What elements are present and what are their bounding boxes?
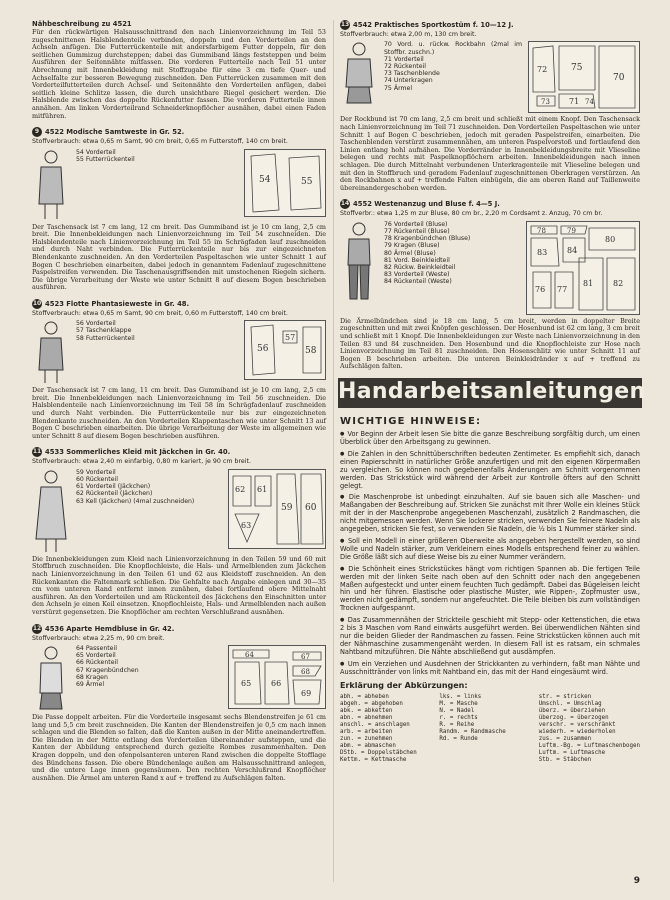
abbreviation-item: Randm. = Randmasche bbox=[439, 729, 506, 736]
pattern-number: 64 bbox=[245, 651, 254, 659]
part-item: 56 Vorderteil bbox=[76, 320, 116, 328]
model-illustration bbox=[32, 469, 70, 553]
part-item: 83 Vorderteil (Weste) bbox=[384, 271, 450, 279]
pattern-number: 78 bbox=[537, 226, 546, 235]
abbreviation-item: abm. = abmaschen bbox=[340, 743, 396, 750]
fabric-usage: Stoffverbrauch: etwa 2,40 m einfarbig, 0,80 m kariert, je 90 cm breit. bbox=[32, 458, 251, 466]
abbreviation-item: str. = stricken bbox=[538, 694, 592, 701]
pattern-number: 73 bbox=[541, 98, 550, 107]
pattern-number: 69 bbox=[301, 689, 312, 698]
note-item: ● Vor Beginn der Arbeit lesen Sie bitte die ganze Beschreibung sorgfältig durch, um einen Überblick über den Arbeitsgang zu gewinnen. bbox=[340, 431, 640, 447]
part-item: 55 Futterrückenteil bbox=[76, 155, 135, 163]
pattern-number: 61 bbox=[257, 484, 268, 494]
fabric-usage: Stoffverbrauch: etwa 2,25 m, 90 cm breit. bbox=[32, 634, 165, 642]
pattern-sketch bbox=[244, 320, 326, 380]
part-item: 65 Vorderteil bbox=[76, 652, 116, 660]
pattern-number: 55 bbox=[301, 176, 313, 187]
pattern-number: 80 bbox=[605, 234, 616, 244]
pattern-number: 68 bbox=[301, 668, 310, 676]
abbreviation-item: abn. = abnehmen bbox=[340, 715, 393, 722]
note-item: ● Die Zahlen in den Schnittüberschriften bedeuten Zentimeter. Es empfiehlt sich, danach einen Papierschnitt in natürlicher Größe anzufertigen und mit den eigenen Körpermaßen zu vergleichen. So können noch gegebenenfalls Änderungen am Schnitt vorgenommen werden. Das Strickstück wird während der Arbeit zur Kontrolle öfters auf den Schnitt gelegt. bbox=[340, 451, 640, 491]
note-item: ● Um ein Verziehen und Ausdehnen der Strickkanten zu verhindern, faßt man Nähte und Ausschnittränder von links mit Nahtband ein, das mit der Hand eingesäumt wird. bbox=[340, 661, 640, 677]
part-item: 61 Vorderteil (Jäckchen) bbox=[76, 483, 151, 491]
section-title: Nähbeschreibung zu 4521 bbox=[32, 20, 132, 28]
pattern-number: 79 bbox=[567, 226, 576, 235]
column-divider bbox=[333, 20, 334, 882]
abbreviation-item: Luftm. = Luftmasche bbox=[538, 750, 606, 757]
section-body: Der Taschensack ist 7 cm lang, 11 cm breit. Das Gummiband ist je 10 cm lang, 2,5 cm breit. Die Innenbekleidungen nach Linienvorzeichnung im Teil 56 zuschneiden. Die Halsblendenteile nach Linienvorzeichnung im Teil 58 im Schrägfadenlauf zuschneiden und durch Naht verbinden. Die Futterrückenteile nur bis zur eingezeichneten Blendenkante zuschneiden. An den Vorderteilen Klappentaschen wie unter Schnitt 13 auf Bogen C beschrieben einarbeiten. Die übrige Verarbeitung der Weste im allgemeinen wie unter Schnitt 8 auf diesem Bogen beschrieben ausführen. bbox=[32, 386, 326, 440]
section-12 bbox=[32, 624, 326, 783]
pattern-number: 70 bbox=[613, 73, 625, 84]
abbreviation-item: überz. = überziehen bbox=[538, 708, 606, 715]
note-item: ● Die Schönheit eines Strickstückes hängt vom richtigen Spannen ab. Die fertigen Teile werden mit der linken Seite nach oben auf den Schnitt oder nach den angegebenen Maßen aufgesteckt und unter einem feuchten Tuch gedämpft. Dabei das Bügeleisen leicht hin und her führen. Elastische oder plastische Muster, wie Rippen-, Zopfmuster usw., werden nicht gedämpft, sondern nur angefeuchtet. Die Teile bleiben bis zum vollständigen Trocknen aufgespannt. bbox=[340, 566, 640, 613]
pattern-number: 81 bbox=[583, 278, 594, 288]
section-body: Der Taschensack ist 7 cm lang, 12 cm breit. Das Gummiband ist je 10 cm lang, 2,5 cm breit. Die Innenbekleidungen nach Linienvorzeichnung im Teil 54 zuschneiden. Die Halsblendenteile nach Linienvorzeichnung im Teil 55 im Schrägfaden lauf zuschneiden und durch Naht verbinden. Die Futterrückenteile nur bis zur eingezeichneten Blendenkante zuschneiden. An den Vorderteilen Paspeltaschen wie unter Schnitt 1 auf Bogen C beschrieben einarbeiten, dabei jedoch in genanntem Fadenlauf zugeschnittene Paspelstreifen verwenden. Die Taschenausgriffsenden mit umstochenen Riegeln sichern. Die übrige Verarbeitung der Weste wie unter Schnitt 8 auf diesem Bogen beschrieben ausführen. bbox=[32, 222, 326, 292]
pattern-number: 56 bbox=[257, 344, 269, 355]
part-item: 71 Vorderteil bbox=[384, 55, 424, 63]
pattern-number: 57 bbox=[285, 333, 296, 343]
section-body: Die Innenbekleidungen zum Kleid nach Linienvorzeichnung in den Teilen 59 und 60 mit Stoffbruch zuschneiden. Die Knopflochleiste, die Hals- und Armelblenden zum Jäckchen nach Linienvorzeichnung in den Teilen 61 und 62 aus Kleidstoff zuschneiden. An den Rückenkanten die Faltenmark schließen. Die Gehfalte nach Angabe einlegen und 30—35 cm vom unteren Rand entfernt innen zunähen, dabei fortlaufend obere Mittelnaht ausführen. An den Vorderteilen und am Rückenteil des Jäckchens den Einschnitten unter den Achseln je einen Keil einsetzen. Knopflochleiste, Hals- und Armelblenden nach außen verstürzt gegensetzen. Die Knopflöcher am rechten Verschlußrand ausnähen. bbox=[32, 554, 326, 616]
part-item: 58 Futterrückenteil bbox=[76, 334, 135, 342]
abbreviation-item bbox=[439, 750, 532, 757]
note-item: ● Soll ein Modell in einer größeren Oberweite als angegeben hergestellt werden, so sind Wolle und Nadeln stärker, zum Verkleinern eines Modells entsprechend feiner zu wählen. Die Größe läßt sich auf diese Weise bis zu einer Nummer verändern. bbox=[340, 538, 640, 562]
pattern-number: 77 bbox=[557, 284, 568, 294]
number-badge: 11 bbox=[32, 448, 42, 456]
part-item: 72 Rückenteil bbox=[384, 63, 426, 71]
fabric-usage: Stoffverbrauch: etwa 2,00 m, 130 cm breit. bbox=[340, 31, 477, 38]
pattern-number: 54 bbox=[259, 174, 271, 185]
section-11 bbox=[32, 447, 326, 616]
pattern-number: 75 bbox=[571, 63, 583, 74]
pattern-number: 71 bbox=[569, 97, 580, 107]
section-9 bbox=[32, 127, 326, 292]
section-body: Die Ärmelbündchen sind je 18 cm lang, 5 cm breit, werden in doppelter Breite zugeschnitten und mit zwei Knöpfen geschlossen. Der Hosenbund ist 62 cm lang, 3 cm breit und schließt mit 1 Knopf. Die Innenbekleidungen zur Weste nach Linienvorzeichnung in den Teilen 83 und 84 zuschneiden. Den Hosenbund und die Knopflochleiste zur Hose nach Linienvorzeichnung im Teil 81 zuschneiden. Den Hosenschlitz wie unter Schnitt 11 auf Bogen B beschrieben arbeiten. Die unteren Beinkleidränder x auf + treffend zu Aufschlägen falten. bbox=[340, 316, 640, 371]
abbreviation-item: Kettm. = Kettmasche bbox=[340, 757, 407, 764]
part-item: 62 Rückenteil (Jäckchen) bbox=[76, 490, 153, 498]
part-item: 70 Vord. u. rückw. Rockbahn (2mal im Stoffbr. zuschn.) bbox=[384, 41, 522, 56]
model-illustration bbox=[340, 41, 378, 111]
part-item: 64 Passenteil bbox=[76, 645, 117, 652]
pattern-sketch bbox=[244, 149, 326, 217]
abbreviation-item: zun. = zunehmen bbox=[340, 736, 393, 743]
section-14 bbox=[340, 199, 640, 371]
part-item: 75 Ärmel bbox=[384, 84, 413, 92]
pattern-number: 76 bbox=[535, 284, 546, 294]
pattern-number: 60 bbox=[305, 502, 317, 513]
section-title: 4536 Aparte Hemdbluse in Gr. 42. bbox=[45, 624, 175, 633]
part-item: 84 Rückenteil (Weste) bbox=[384, 278, 452, 286]
abbreviation-item: abh. = abheben bbox=[340, 694, 389, 701]
abbreviation-item: wiederh. = wiederholen bbox=[538, 729, 616, 736]
abbreviation-item bbox=[439, 757, 532, 764]
abbreviation-item: anschl. = anschlagen bbox=[340, 722, 410, 729]
section-body: Der Rockbund ist 70 cm lang, 2,5 cm breit und schließt mit einem Knopf. Den Taschensack nach Linienvorzeichnung im Teil 71 zuschneiden. Den Vorderteilen Paspeltaschen wie unter Schnitt 1 auf Bogen C beschrieben, jedoch mit geraden Paspelstreifen, einarbeiten. Die Taschenblenden verstürzt zusammennähen, am unteren Paspelvorstoß und fortlaufend den Linien entlang hohl aufnähen. Die Vorderränder in Innenbekleidungsbreite mit Vlieseline belegen und rechts mit Paspelknopflöchern arbeiten. Innenbekleidungen nach innen schlagen. Die durch Mittelnaht verbundenen Unterkragenteile mit Vlieseline belegen und mit den in Stoffbruch und geradem Fadenlauf zugeschnittenen Oberkragen verstürzen. An den Rockbahnen x auf + treffende Falten einbügeln, die am oberen Rand auf Taillenweite übereinandergeschoben werden. bbox=[340, 115, 640, 192]
note-item: ● Das Zusammennähen der Strickteile geschieht mit Stepp- oder Kettenstichen, die etwa 2 bis 3 Maschen vom Rand einwärts ausgeführt werden. Bei überwendlichen Nähten sind nur die beiden Glieder der Randmaschen zu fassen. Feine Strickstücken können auch mit der Nähmaschine zusammengenäht werden. In diesem Fall ist es ratsam, ein schmales Nahtband mitzuführen. Die Nähte abschließend gut ausdämpfen. bbox=[340, 617, 640, 657]
pattern-number: 84 bbox=[567, 245, 578, 255]
abbreviation-item: DStb. = Doppelstäbchen bbox=[340, 750, 417, 757]
part-item: 59 Vorderteil bbox=[76, 468, 116, 476]
section-10 bbox=[32, 299, 326, 441]
part-item: 66 Rückenteil bbox=[76, 659, 118, 667]
abbreviation-item: zus. = zusammen bbox=[538, 736, 592, 743]
right-column bbox=[338, 20, 646, 764]
abbreviation-item: überzog. = überzogen bbox=[538, 715, 609, 722]
pattern-sketch bbox=[228, 645, 326, 709]
part-item: 60 Rückenteil bbox=[76, 476, 118, 484]
number-badge: 14 bbox=[340, 200, 350, 208]
number-badge: 13 bbox=[340, 21, 350, 28]
model-illustration bbox=[340, 221, 378, 301]
abbreviation-item bbox=[439, 743, 532, 750]
part-item: 76 Vorderteil (Bluse) bbox=[384, 220, 448, 228]
abbreviations-heading: Erklärung der Abkürzungen: bbox=[340, 681, 468, 691]
part-item: 57 Taschenklappe bbox=[76, 327, 132, 335]
pattern-number: 62 bbox=[235, 484, 246, 494]
note-item: ● Die Maschenprobe ist unbedingt einzuhalten. Auf sie bauen sich alle Maschen- und Maßangaben der Beschreibung auf. Stricken Sie zunächst mit Ihrer Wolle ein kleines Stück mit der in der Maschenprobe angegebenen Maschenzahl, zusätzlich 2 Randmaschen, die nicht mitgemessen werden. Wenn Sie lockerer stricken, verwenden Sie feinere Nadeln als angegeben, stricken Sie fest, so verwenden Sie Nadeln, die ½ bis 1 Nummer stärker sind. bbox=[340, 494, 640, 534]
notes-list bbox=[340, 431, 640, 676]
part-item: 73 Taschenblende bbox=[384, 70, 440, 78]
part-item: 54 Vorderteil bbox=[76, 148, 116, 156]
number-badge: 10 bbox=[32, 299, 42, 307]
abbreviation-item: abk. = abketten bbox=[340, 708, 393, 715]
section-body: Für den rückwärtigen Halsausschnittrand den nach Linienvorzeichnung im Teil 53 zugeschnittenen Halsblendenteile verbinden, doppeln und den Vorderteilen an den Achseln anfügen. Die Futterrückenteile mit andersfarbigem Futter doppeln, für den seitlichen Gummizug durchsteppen; dabei das Gummiband längs feststeppen und beim Ausführen der Seitennähte mitfassen. Die vorderen Futterteile nach Teil 51 unter Abrechnung mit Innenbekleidung mit Stoffzugabe für eine 3 cm tiefe Quer- und Achselfalte zur besseren Bewegung zuschneiden. Den Futterrücken zusammen mit den Vorderteilfutterteilen durch Achsel- und Seitennähte den Vorderteilen anfügen, dabei seitlich kleine Schlitze lassen, die durch unsichtbare Riegel gesichert werden. Die Halsblende zwischen das doppelte Rückenfutter fassen. Die vorderen Futterteile innen annähen. Am linken Vorderteilrand Schneiderknopflöcher ausnähen, dabei einen Faden mitführen. bbox=[32, 28, 326, 120]
abbreviation-item: verschr. = verschränkt bbox=[538, 722, 616, 729]
part-item: 82 Rückw. Beinkleidteil bbox=[384, 263, 456, 271]
pattern-number: 63 bbox=[241, 520, 252, 530]
left-column bbox=[32, 20, 326, 789]
number-badge: 12 bbox=[32, 624, 42, 632]
number-badge: 9 bbox=[32, 127, 42, 137]
banner-title: Handarbeitsanleitungen bbox=[338, 378, 642, 408]
part-item: 79 Kragen (Bluse) bbox=[384, 242, 440, 250]
pattern-number: 67 bbox=[301, 653, 310, 661]
part-item: 74 Unterkragen bbox=[384, 77, 433, 85]
abbreviation-item: Luftm.-Bg. = Luftmaschenbogen bbox=[538, 743, 640, 750]
notes-heading: WICHTIGE HINWEISE: bbox=[340, 415, 482, 427]
pattern-number: 74 bbox=[585, 98, 594, 107]
section-title: 4522 Modische Samtweste in Gr. 52. bbox=[45, 128, 185, 137]
part-item: 80 Ärmel (Bluse) bbox=[384, 249, 436, 257]
model-illustration bbox=[32, 149, 70, 221]
pattern-number: 72 bbox=[537, 65, 548, 75]
pattern-number: 65 bbox=[241, 679, 252, 688]
fabric-usage: Stoffverbrauch: etwa 0,65 m Samt, 90 cm breit, 0,60 m Futterstoff, 140 cm breit. bbox=[32, 309, 288, 317]
abbreviation-item: abgeh. = abgehoben bbox=[340, 701, 403, 708]
model-illustration bbox=[32, 645, 70, 711]
part-item: 67 Kragenbündchen bbox=[76, 666, 139, 674]
section-title: 4542 Praktisches Sportkostüm f. 10—12 J. bbox=[353, 21, 514, 29]
abbreviation-item: lks. = links bbox=[439, 694, 482, 701]
abbreviation-item: Umschl. = Umschlag bbox=[538, 701, 602, 708]
part-item: 78 Kragenbündchen (Bluse) bbox=[384, 235, 471, 243]
section-title: 4523 Flotte Phantasieweste in Gr. 48. bbox=[45, 299, 190, 308]
abbreviation-item: Stb. = Stäbchen bbox=[538, 757, 592, 764]
pattern-sketch bbox=[528, 41, 640, 113]
part-item: 69 Ärmel bbox=[76, 681, 105, 689]
pattern-number: 66 bbox=[271, 679, 282, 688]
pattern-number: 59 bbox=[281, 502, 293, 513]
abbreviation-item: M. = Masche bbox=[439, 701, 478, 708]
page-number: 9 bbox=[633, 876, 640, 886]
section-13 bbox=[340, 20, 640, 192]
pattern-number: 82 bbox=[613, 278, 624, 288]
abbreviation-item: N. = Nadel bbox=[439, 708, 475, 715]
abbreviations-grid bbox=[340, 694, 640, 764]
section-title: 4533 Sommerliches Kleid mit Jäckchen in Gr. 40. bbox=[45, 448, 231, 457]
part-item: 68 Kragen bbox=[76, 673, 108, 681]
section-body: Die Passe doppelt arbeiten. Für die Vorderteile insgesamt sechs Blendenstreifen je 61 cm lang und 5,5 cm breit zuschneiden. Die Kanten der Blendenstreifen je 0,5 cm nach innen schlagen und die Blenden so falten, daß die Kanten außen in der Mitte aneinandertreffen. Die Blenden in der Mitte entlang den Vorderteilen übereinander aufsteppen, und die Kanten der Abbildung entsprechend durch gezielte Rombes zusammenhalten. Den Kragen doppeln, und den ofenpolsanteren unteren Rand zwischen die doppelte Stofflage des Bündchens fassen. Die obere Bündchenlage außen am Halsausschnittrand anlegen, und die untere Lage innen gegensäumen. Den rechten Verschlußrand Knopflöcher ausnähen. Die Ärmel am unteren Rand x auf + treffend zu Aufschlägen falten. bbox=[32, 713, 326, 782]
pattern-sketch bbox=[526, 221, 640, 315]
part-item: 63 Kell (Jäckchen) (4mal zuschneiden) bbox=[76, 497, 195, 505]
pattern-number: 58 bbox=[305, 346, 317, 357]
abbreviation-item: Rd. = Runde bbox=[439, 736, 478, 743]
pattern-number: 83 bbox=[537, 247, 548, 257]
part-item: 77 Rückenteil (Bluse) bbox=[384, 227, 450, 235]
abbreviation-item: r. = rechts bbox=[439, 715, 478, 722]
fabric-usage: Stoffverbrauch: etwa 0,65 m Samt, 90 cm breit, 0,65 m Futterstoff, 140 cm breit. bbox=[32, 138, 288, 146]
abbreviation-item: R. = Reihe bbox=[439, 722, 475, 729]
pattern-sketch bbox=[228, 469, 326, 549]
fabric-usage: Stoffverbr.: etwa 1,25 m zur Bluse, 80 cm br., 2,20 m Cordsamt z. Anzug, 70 cm br. bbox=[340, 210, 603, 218]
section-sewing-4521 bbox=[32, 20, 326, 120]
model-illustration bbox=[32, 320, 70, 384]
abbreviation-item: arb. = arbeiten bbox=[340, 729, 393, 736]
section-title: 4552 Westenanzug und Bluse f. 4—5 J. bbox=[353, 200, 500, 209]
part-item: 81 Vord. Beinkleidteil bbox=[384, 256, 450, 264]
